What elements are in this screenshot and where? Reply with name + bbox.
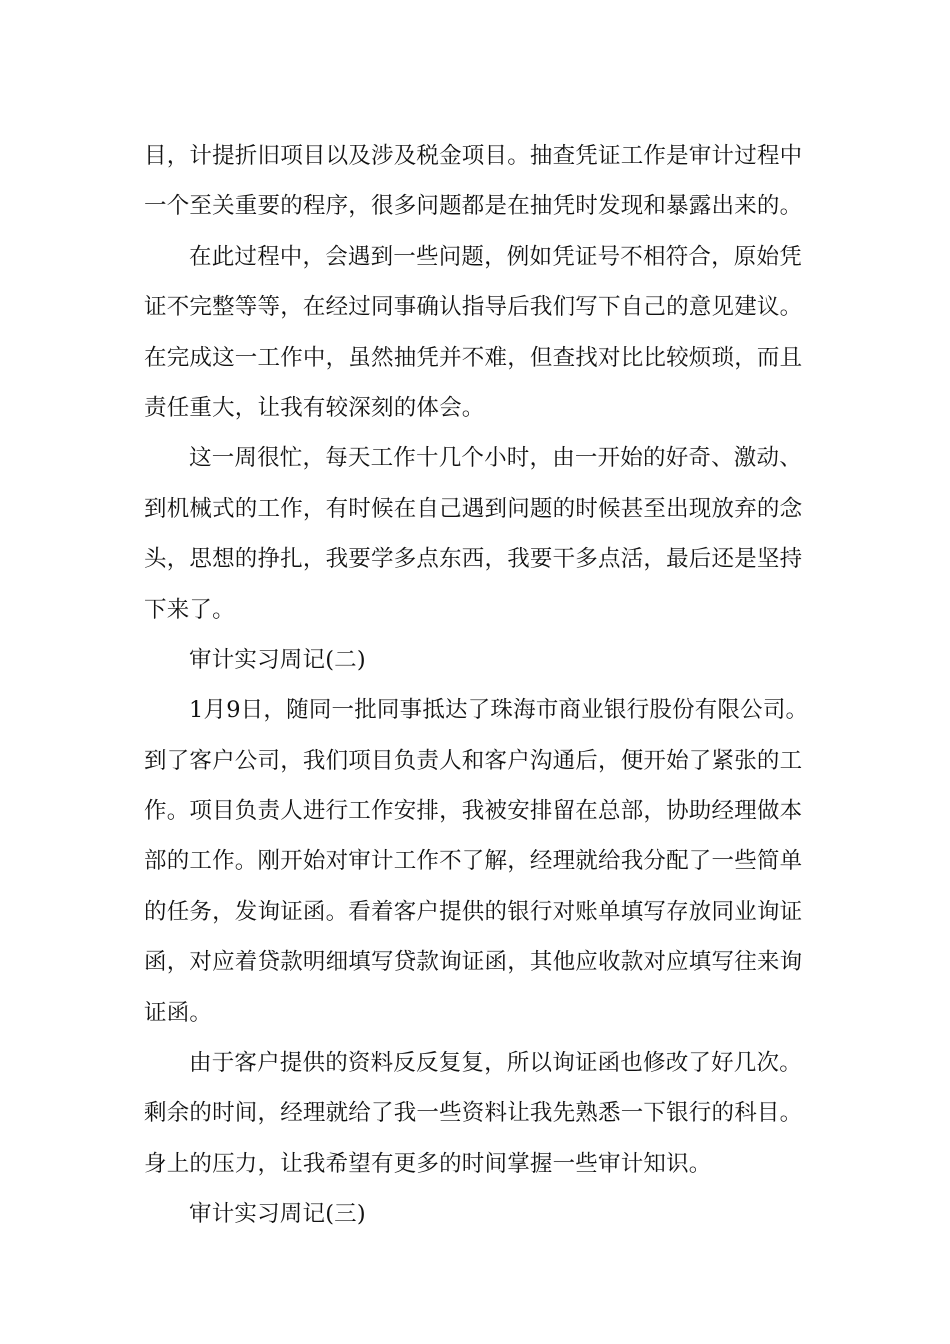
text-line: 由于客户提供的资料反反复复，所以询证函也修改了好几次。 xyxy=(189,1050,802,1077)
text-line: 身上的压力，让我希望有更多的时间掌握一些审计知识。 xyxy=(144,1150,712,1177)
text-line: 在完成这一工作中，虽然抽凭并不难，但查找对比比较烦琐，而且 xyxy=(144,344,803,371)
text-line: 头，思想的挣扎，我要学多点东西，我要干多点活，最后还是坚持 xyxy=(144,546,803,573)
text-line: 1月9日，随同一批同事抵达了珠海市商业银行股份有限公司。 xyxy=(189,697,809,724)
text-line: 责任重大，让我有较深刻的体会。 xyxy=(144,394,485,421)
text-line: 部的工作。刚开始对审计工作不了解，经理就给我分配了一些简单 xyxy=(144,848,803,875)
text-line: 审计实习周记(三) xyxy=(189,1201,366,1228)
text-line: 的任务，发询证函。看着客户提供的银行对账单填写存放同业询证 xyxy=(144,898,803,925)
text-line: 证函。 xyxy=(144,999,213,1026)
text-line: 到机械式的工作，有时候在自己遇到问题的时候甚至出现放弃的念 xyxy=(144,495,803,522)
text-line: 函，对应着贷款明细填写贷款询证函，其他应收款对应填写往来询 xyxy=(144,949,803,976)
text-line: 证不完整等等，在经过同事确认指导后我们写下自己的意见建议。 xyxy=(144,294,803,321)
text-line: 一个至关重要的程序，很多问题都是在抽凭时发现和暴露出来的。 xyxy=(144,193,803,220)
text-line: 在此过程中，会遇到一些问题，例如凭证号不相符合，原始凭 xyxy=(189,243,802,270)
document-body xyxy=(144,131,810,1240)
text-line: 目，计提折旧项目以及涉及税金项目。抽查凭证工作是审计过程中 xyxy=(144,143,803,169)
text-line: 这一周很忙，每天工作十几个小时，由一开始的好奇、激动、 xyxy=(189,445,802,472)
text-line: 下来了。 xyxy=(144,596,235,623)
text-line: 剩余的时间，经理就给了我一些资料让我先熟悉一下银行的科目。 xyxy=(144,1100,803,1127)
text-line: 到了客户公司，我们项目负责人和客户沟通后，便开始了紧张的工 xyxy=(144,747,803,774)
text-line: 作。项目负责人进行工作安排，我被安排留在总部，协助经理做本 xyxy=(144,798,803,825)
text-line: 审计实习周记(二) xyxy=(189,646,366,673)
